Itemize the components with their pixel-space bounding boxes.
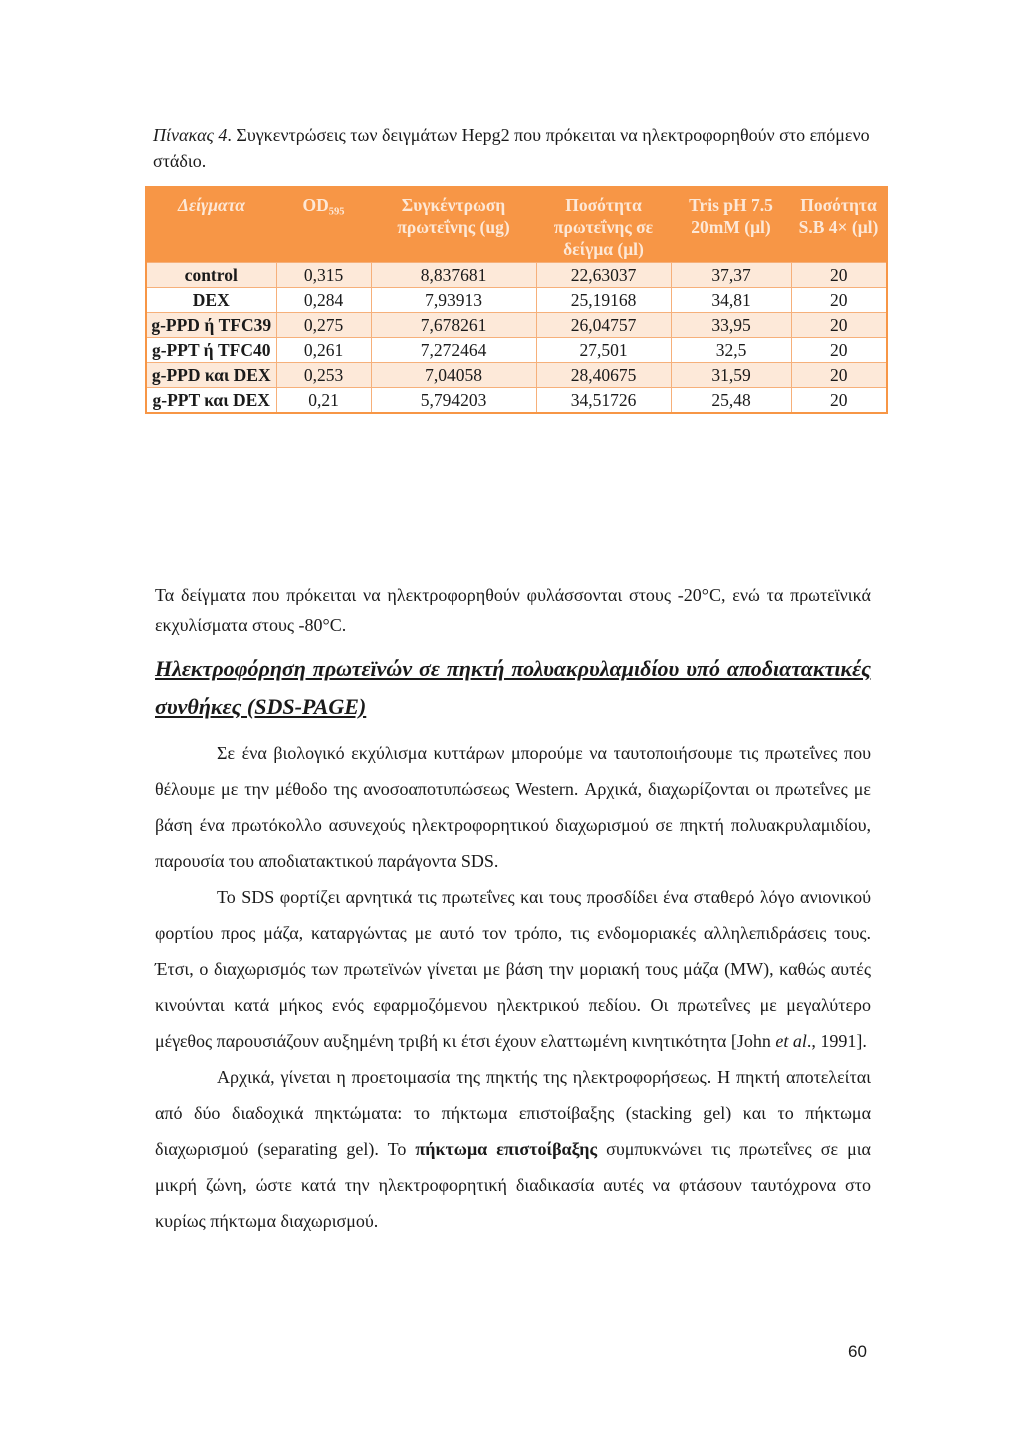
table-cell: 32,5 (671, 338, 791, 363)
table-caption (153, 122, 873, 174)
table-cell: 7,678261 (371, 313, 536, 338)
table-cell: 20 (791, 313, 887, 338)
table-cell: 34,81 (671, 288, 791, 313)
table-cell: 7,93913 (371, 288, 536, 313)
table-cell: 0,253 (276, 363, 371, 388)
table-cell: control (146, 263, 276, 288)
table-cell: DEX (146, 288, 276, 313)
table-cell: 0,21 (276, 388, 371, 414)
body-text (155, 735, 871, 1239)
table-cell: 37,37 (671, 263, 791, 288)
table-row (146, 288, 887, 313)
header-sample-buffer: Ποσότητα S.B 4× (μl) (791, 187, 887, 263)
table-cell: 7,272464 (371, 338, 536, 363)
caption-label: Πίνακας 4 (153, 125, 228, 145)
caption-text: . Συγκεντρώσεις των δειγμάτων Hepg2 που πρόκειται να ηλεκτροφορηθούν στο επόμενο στάδιο. (153, 125, 870, 171)
table-cell: 20 (791, 338, 887, 363)
table-cell: 5,794203 (371, 388, 536, 414)
storage-note: Τα δείγματα που πρόκειται να ηλεκτροφορηθούν φυλάσσονται στους -20°C, ενώ τα πρωτεϊνικά εκχυλίσματα στους -80°C. (155, 585, 871, 635)
section-heading: Ηλεκτροφόρηση πρωτεϊνών σε πηκτή πολυακρυλαμιδίου υπό αποδιατακτικές συνθήκες (SDS-PAGE) (155, 656, 871, 719)
header-protein-amount: Ποσότητα πρωτεΐνης σε δείγμα (μl) (536, 187, 671, 263)
table-cell: 20 (791, 388, 887, 414)
table-cell: 20 (791, 363, 887, 388)
table-row (146, 263, 887, 288)
table-cell: 0,275 (276, 313, 371, 338)
paragraph-3-text-b: συμπυκνώνει τις πρωτεΐνες σε μια μικρή ζώνη, ώστε κατά την ηλεκτροφορητική διαδικασία αυτές να φτάσουν ταυτόχρονα στο κυρίως πήκτωμα διαχωρισμού. (155, 1139, 871, 1231)
paragraph-3-bold: πήκτωμα επιστοίβαξης (415, 1139, 598, 1159)
header-protein-concentration: Συγκέντρωση πρωτεΐνης (ug) (371, 187, 536, 263)
table-cell: 0,315 (276, 263, 371, 288)
paragraph-2 (155, 879, 871, 1059)
table-cell: 20 (791, 263, 887, 288)
table-cell: g-PPD και DEX (146, 363, 276, 388)
table-header-row (146, 187, 887, 263)
table-cell: 33,95 (671, 313, 791, 338)
table-cell: 31,59 (671, 363, 791, 388)
table-row (146, 338, 887, 363)
table-cell: g-PPD ή TFC39 (146, 313, 276, 338)
table-cell: 8,837681 (371, 263, 536, 288)
table-cell: 7,04058 (371, 363, 536, 388)
table-cell: 27,501 (536, 338, 671, 363)
table-cell: g-PPT ή TFC40 (146, 338, 276, 363)
samples-table (145, 186, 888, 414)
paragraph-2-text-b: ., 1991]. (806, 1031, 867, 1051)
table-cell: 0,284 (276, 288, 371, 313)
table-cell: 0,261 (276, 338, 371, 363)
paragraph-1: Σε ένα βιολογικό εκχύλισμα κυττάρων μπορούμε να ταυτοποιήσουμε τις πρωτεΐνες που θέλουμε με την μέθοδο της ανοσοαποτυπώσεως Western. Αρχικά, διαχωρίζονται οι πρωτεΐνες με βάση ένα πρωτόκολλο ασυνεχούς ηλεκτροφορητικού διαχωρισμού σε πηκτή πολυακρυλαμιδίου, παρουσία του αποδιατακτικού παράγοντα SDS. (155, 743, 871, 871)
table-cell: 20 (791, 288, 887, 313)
table-cell: 28,40675 (536, 363, 671, 388)
header-od: OD₅₉₅ (276, 187, 371, 263)
paragraph-3-text-a: Αρχικά, γίνεται η προετοιμασία της πηκτής της ηλεκτροφορήσεως. Η πηκτή αποτελείται από δύο διαδοχικά πηκτώματα: το πήκτωμα επιστοίβαξης (stacking gel) και το πήκτωμα διαχωρισμού (separating gel). Το (155, 1067, 871, 1159)
table-cell: 25,48 (671, 388, 791, 414)
paragraph-2-text-a: Το SDS φορτίζει αρνητικά τις πρωτεΐνες και τους προσδίδει ένα σταθερό λόγο ανιονικού φορτίου προς μάζα, καταργώντας με αυτό τον τρόπο, τις ενδομοριακές αλληλεπιδράσεις τους. Έτσι, ο διαχωρισμός των πρωτεϊνών γίνεται με βάση την μοριακή τους μάζα (MW), καθώς αυτές κινούνται κατά μήκος ενός εφαρμοζόμενου ηλεκτρικού πεδίου. Οι πρωτεΐνες με μεγαλύτερο μέγεθος παρουσιάζουν αυξημένη τριβή κι έτσι έχουν ελαττωμένη κινητικότητα [John (155, 887, 871, 1051)
table-cell: 34,51726 (536, 388, 671, 414)
page-number: 60 (848, 1342, 867, 1361)
table-row (146, 313, 887, 338)
table-cell: 26,04757 (536, 313, 671, 338)
header-samples: Δείγματα (146, 187, 276, 263)
paragraph-3 (155, 1059, 871, 1239)
table-cell: g-PPT και DEX (146, 388, 276, 414)
table-cell: 25,19168 (536, 288, 671, 313)
table-row (146, 388, 887, 414)
table-row (146, 363, 887, 388)
table-cell: 22,63037 (536, 263, 671, 288)
header-tris: Tris pH 7.5 20mM (μl) (671, 187, 791, 263)
paragraph-2-etal: et al (775, 1031, 807, 1051)
